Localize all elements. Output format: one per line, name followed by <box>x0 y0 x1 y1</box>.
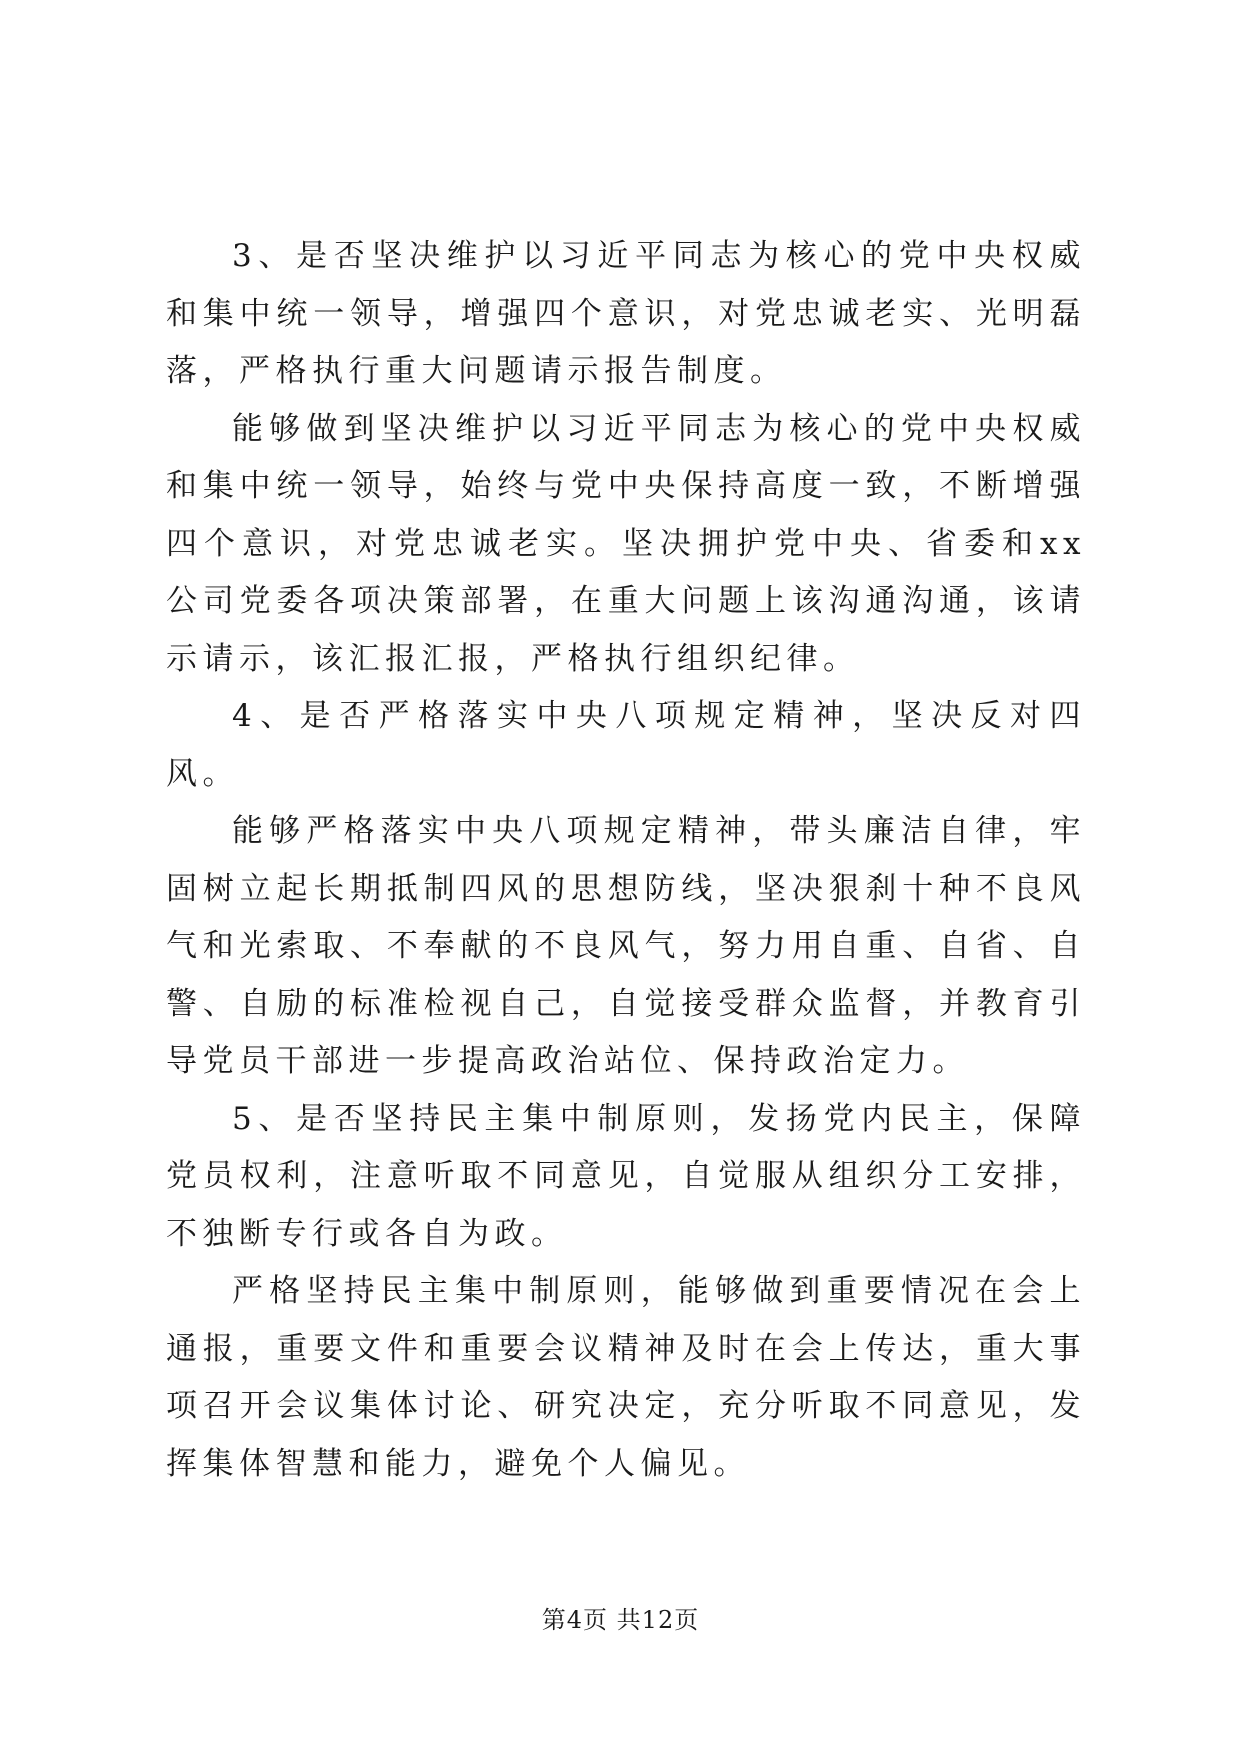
answer-4: 能够严格落实中央八项规定精神，带头廉洁自律，牢固树立起长期抵制四风的思想防线，坚决狠刹十种不良风气和光索取、不奉献的不良风气，努力用自重、自省、自警、自励的标准检视自己，自觉接受群众监督，并教育引导党员干部进一步提高政治站位、保持政治定力。 <box>166 813 1086 1079</box>
answer-3: 能够做到坚决维护以习近平同志为核心的党中央权威和集中统一领导，始终与党中央保持高度一致，不断增强四个意识，对党忠诚老实。坚决拥护党中央、省委和xx公司党委各项决策部署，在重大问题上该沟通沟通，该请示请示，该汇报汇报，严格执行组织纪律。 <box>166 410 1086 677</box>
document-body <box>166 228 1086 1493</box>
page-number: 第4页 共12页 <box>541 1606 700 1634</box>
question-5: 5、是否坚持民主集中制原则，发扬党内民主，保障党员权利，注意听取不同意见，自觉服从组织分工安排，不独断专行或各自为政。 <box>166 1100 1086 1252</box>
question-4: 4、是否严格落实中央八项规定精神，坚决反对四风。 <box>166 698 1086 792</box>
question-3: 3、是否坚决维护以习近平同志为核心的党中央权威和集中统一领导，增强四个意识，对党忠诚老实、光明磊落，严格执行重大问题请示报告制度。 <box>166 238 1086 389</box>
answer-5: 严格坚持民主集中制原则，能够做到重要情况在会上通报，重要文件和重要会议精神及时在会上传达，重大事项召开会议集体讨论、研究决定，充分听取不同意见，发挥集体智慧和能力，避免个人偏见。 <box>166 1273 1086 1482</box>
page-footer <box>0 1600 1241 1635</box>
